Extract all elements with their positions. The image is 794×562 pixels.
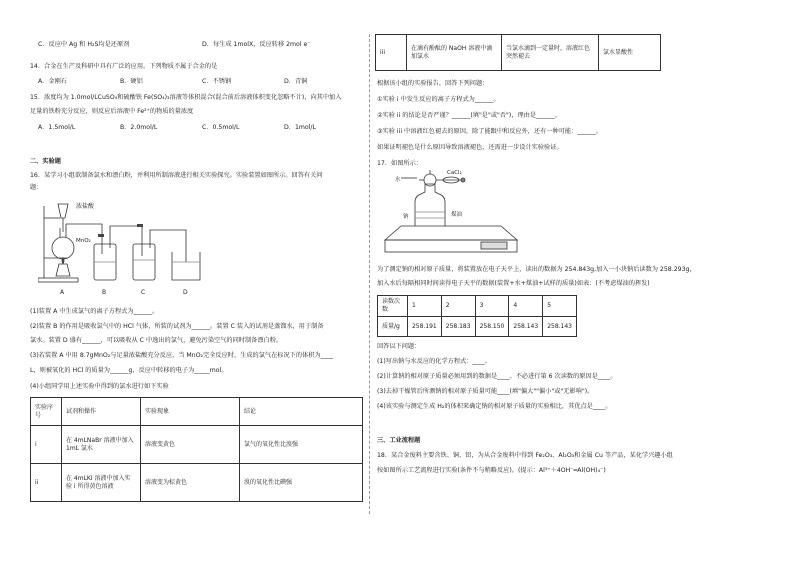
connector-1 xyxy=(98,234,104,237)
q15-option-b: B．2.0mol/L xyxy=(120,124,158,131)
label-acid: 浓盐酸 xyxy=(76,203,95,210)
th-reading: 4 xyxy=(509,296,543,317)
q16-part3-line2: L，则被氧化的 HCl 的质量为______g，反应中转移的电子为_____mol。 xyxy=(30,367,228,374)
chlorine-apparatus-diagram xyxy=(38,196,208,300)
label-b: B xyxy=(102,289,107,296)
cell-mass: 258.143 xyxy=(543,317,577,337)
table-row xyxy=(31,426,363,464)
th-reading: 3 xyxy=(475,296,509,317)
q15-option-c: C．0.5mol/L xyxy=(202,124,240,131)
report-note: 如果证明褪色是什么原因导致溶液褪色，还需进一步设计实验验证。 xyxy=(377,144,563,151)
q14-text: 14．合金在生产及科研中具有广泛的应用。下列物质不属于合金的是 xyxy=(30,63,218,70)
q13-option-c: C．反应中 Ag 和 H₂S均是还原剂 xyxy=(38,41,130,48)
cell-no: iii xyxy=(376,35,407,71)
th-concl: 结论 xyxy=(240,398,363,426)
label-na: 钠 xyxy=(403,214,409,220)
alcohol-lamp xyxy=(56,264,70,276)
q17-desc-line1: 为了测定钠的相对原子质量，将装置放在电子天平上，读出的数据为 254.843g,加入一小块钠后读数为 258.293g， xyxy=(377,266,696,273)
q16-part2-line1: (2)装置 B 的作用是吸收氯气中的 HCl 气体，所装的试剂为______。装置 C 装入的试剂是蒸馏水，用于制备 xyxy=(30,323,324,330)
cell-concl: 氯气的氧化性比溴强 xyxy=(240,426,363,464)
separatory-funnel xyxy=(58,204,68,218)
table-row xyxy=(378,317,577,337)
column-divider xyxy=(369,34,370,514)
balance-top xyxy=(385,226,517,240)
q13-option-d: D．每生成 1molX，反应转移 2mol e⁻ xyxy=(202,41,311,48)
cell-phen: 溶液变黄色 xyxy=(141,426,240,464)
label-water: 水 xyxy=(395,177,401,183)
cell-op: 在 4mLNaBr 溶液中加入 1mL 氯水 xyxy=(62,426,141,464)
section-industry-heading: 三、工业流程题 xyxy=(377,437,421,444)
table-header-row xyxy=(378,296,577,317)
q16-line2: 题： xyxy=(30,184,43,191)
experiment-table xyxy=(30,397,363,502)
q17-answer-intro: 回答以下问题： xyxy=(377,343,421,350)
reaction-bottle xyxy=(415,184,445,226)
gas-tube-bc xyxy=(110,226,142,256)
q16-part4: (4)小组同学用上述实验中得到的氯水进行如下实验 xyxy=(30,383,169,390)
q17-part1: (1)写出钠与水反应的化学方程式：____。 xyxy=(377,358,491,365)
table-row xyxy=(31,464,363,502)
q15-line2: 足量的铁粉充分反应，则反应后溶液中 Fe²⁺的物质的量浓度 xyxy=(30,108,194,115)
section-experiment-heading: 二、实验题 xyxy=(30,158,61,165)
th-reading: 1 xyxy=(407,296,441,317)
balance-display xyxy=(481,242,507,249)
cell-op: 在 4mLKI 溶液中加入实验 i 所得黄色溶液 xyxy=(62,464,141,502)
cell-mass: 258.143 xyxy=(509,317,543,337)
q18-line1: 18．某合金废料主要含铁、铜、铝，为从合金废料中得到 Fe₂O₃、Al₂O₃和金属 Cu 等产品，某化学兴趣小组 xyxy=(377,452,673,459)
label-cacl2: CaCl₂ xyxy=(447,170,462,176)
table-header-row xyxy=(31,398,363,426)
balance-readings-table xyxy=(377,295,577,337)
report-q1: ①实验 i 中发生反应的离子方程式为______。 xyxy=(377,96,500,103)
report-intro: 根据该小组的实验报告，回答下列问题： xyxy=(377,80,489,87)
q16-part1: (1)装置 A 中生成氯气的离子方程式为______。 xyxy=(30,308,159,315)
q16-part2-line2: 氯水。装置 D 盛有______，可以吸收从 C 中逸出的氯气，避免污染空气的同时制备漂白粉。 xyxy=(30,337,283,344)
q16-line1: 16．某学习小组欲制备氯水和漂白粉，并利用所制溶液进行相关实验探究。实验装置如图所示。回答有关问 xyxy=(30,172,323,179)
q18-line2: 按如图所示工艺流程进行实验(条件不与稍略反应)。(提示：Al³⁺＋4OH⁻═Al(OH)₄⁻) xyxy=(377,467,606,474)
q14-option-b: B．硬铝 xyxy=(120,78,143,85)
th-reading: 2 xyxy=(441,296,475,317)
cell-concl: 氯水显酸性 xyxy=(599,35,661,71)
cell-mass: 258.150 xyxy=(475,317,509,337)
experiment-table-continued xyxy=(375,34,661,71)
label-c: C xyxy=(141,289,146,296)
q17-part4: (4)该实验与测定生成 H₂的体积来确定钠的相对原子质量的实验相比，其优点是____。 xyxy=(377,403,612,410)
cell-no: ii xyxy=(31,464,62,502)
th-no: 实验序号 xyxy=(31,398,62,426)
table-row xyxy=(376,35,661,71)
connector-2 xyxy=(137,224,143,227)
q16-part3-line1: (3)若装置 A 中用 8.7gMnO₂与足量浓盐酸充分反应，当 MnO₂完全反应时，生成的氯气在标况下的体积为____ xyxy=(30,352,333,359)
round-flask xyxy=(52,237,74,259)
cell-phen: 当氯水滴到一定量时，溶液红色突然褪去 xyxy=(502,35,599,71)
stand-base xyxy=(38,278,78,282)
q14-option-c: C．不锈钢 xyxy=(202,78,232,85)
label-oil: 煤油 xyxy=(451,212,463,218)
sodium-balance-diagram xyxy=(381,170,521,258)
report-q2: ②实验 ii 的结论是否严谨？______(填"是"或"否")，理由是______。 xyxy=(377,112,561,119)
cell-concl: 溴的氧化性比碘强 xyxy=(240,464,363,502)
cell-mass: 258.191 xyxy=(407,317,441,337)
report-q3: ③实验 iii 中溶液红色褪去的原因，除了能跟中和反应外，还有一种可能：______。 xyxy=(377,128,603,135)
cell-op: 在滴有酚酞的 NaOH 溶液中滴加氯水 xyxy=(407,35,502,71)
th-op: 试剂和操作 xyxy=(62,398,141,426)
cell-mass: 258.183 xyxy=(441,317,475,337)
q14-option-a: A．金刚石 xyxy=(38,78,67,85)
label-mno2: MnO₂ xyxy=(76,238,91,244)
q17-part2: (2)计算钠的相对原子质量必须用到的数据是____。不必进行第 6 次读数的原因是____。 xyxy=(377,373,617,380)
q15-line1: 15．浓度均为 1.0mol/LCuSO₄和硫酸铁 Fe(SO₄)₃溶液等体积混合(混合前后溶液体积变化忽略不计)，向其中加入 xyxy=(30,94,342,101)
q17-part3: (3)去掉干燥管后所测钠的相对原子质量可能____(填"偏大""偏小"或"无影响")。 xyxy=(377,388,594,395)
q15-option-d: D．1mol/L xyxy=(284,124,316,131)
q17-desc-line2: 加入水后每隔相同时间读得电子天平的数据(装置+水+煤油+试样的质量)如表：(不考虑煤油的挥发) xyxy=(377,280,650,287)
label-d: D xyxy=(183,289,188,296)
cell-no: i xyxy=(31,426,62,464)
bottle-c xyxy=(133,244,155,280)
cell-mass-label: 质量/g xyxy=(378,317,408,337)
q15-option-a: A．1.5mol/L xyxy=(38,124,76,131)
th-reading-count: 读数次数 xyxy=(378,296,408,317)
q14-option-d: D．青铜 xyxy=(284,78,308,85)
cell-phen: 溶液变为棕黄色 xyxy=(141,464,240,502)
label-a: A xyxy=(60,289,65,296)
q17-title: 17．如图所示： xyxy=(377,160,422,167)
th-reading: 5 xyxy=(543,296,577,317)
th-phen: 实验现象 xyxy=(141,398,240,426)
